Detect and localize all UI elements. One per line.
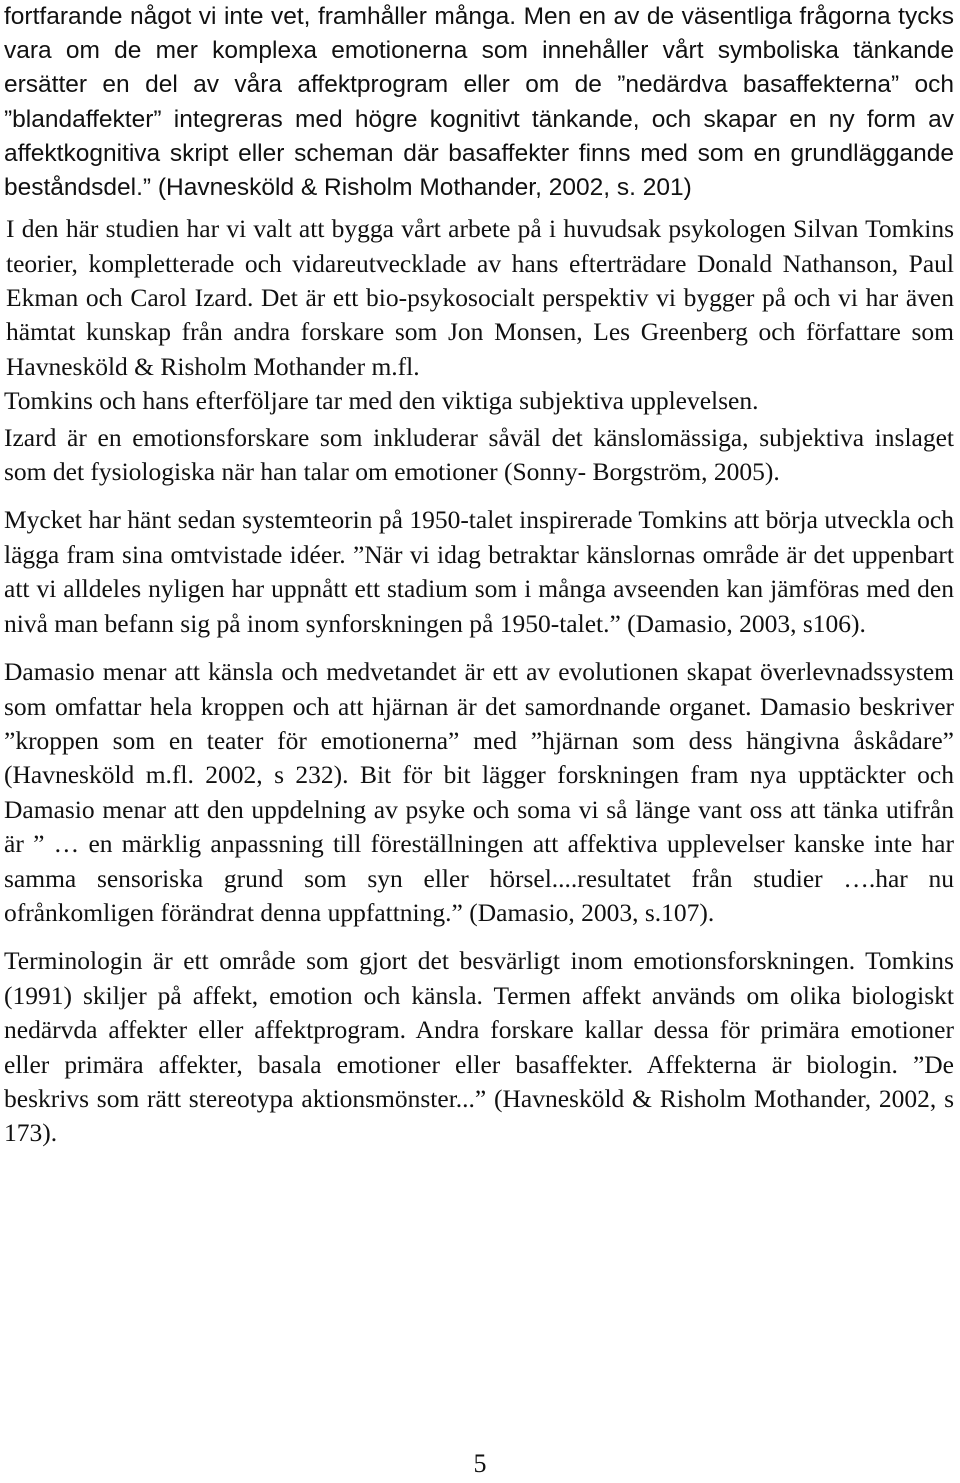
paragraph-izard: Izard är en emotionsforskare som inkluderar såväl det känslomässiga, subjektiva inslaget som det fysiologiska när han talar om emotioner (Sonny- Borgström, 2005). bbox=[4, 422, 954, 487]
block-quote: fortfarande något vi inte vet, framhåller många. Men en av de väsentliga frågorna tycks vara om de mer komplexa emotionerna som innehåller vårt symboliska tänkande ersätter en del av våra affektprogram eller om de ”nedärdva basaffekterna” och ”blandaffekter” integreras med högre kognitivt tänkande, och skapar en ny form av affektkognitiva skript eller scheman där basaffekter finns med som en grundläggande beståndsdel.” (Havnesköld & Risholm Mothander, 2002, s. 201) bbox=[4, 3, 954, 202]
paragraph-subjective-experience: Tomkins och hans efterföljare tar med den viktiga subjektiva upplevelsen. bbox=[4, 386, 759, 416]
page-number: 5 bbox=[473, 1449, 487, 1478]
paragraph-damasio: Damasio menar att känsla och medvetandet är ett av evolutionen skapat överlevnadssystem som omfattar hela kroppen och att hjärnan är det samordnande organet. Damasio beskriver ”kroppen som en teater för emotionerna” med ”hjärnan som dess hängivna åskådare” (Havnesköld m.fl. 2002, s 232). Bit för bit lägger forskningen fram nya upptäckter och Damasio menar att den uppdelning av psyke och soma vi så länge vant oss att tänka utifrån är ” … en märklig anpassning till föreställningen att affektiva upplevelser kanske inte har samma sensoriska grund som syn eller hörsel....resultatet från studier ….har nu ofrånkomligen förändrat denna uppfattning.” (Damasio, 2003, s.107). bbox=[4, 657, 954, 927]
paragraph-terminology: Terminologin är ett område som gjort det besvärligt inom emotionsforskningen. Tomkins (1991) skiljer på affekt, emotion och känsla. Termen affekt används om olika biologiskt nedärvda affekter eller affektprogram. Andra forskare kallar dessa för primära emotioner eller primära affekter, basala emotioner eller basaffekter. Affekterna är biologin. ”De beskrivs som rätt stereotypa aktionsmönster...” (Havnesköld & Risholm Mothander, 2002, s 173). bbox=[4, 946, 954, 1148]
paragraph-theory-basis: I den här studien har vi valt att bygga vårt arbete på i huvudsak psykologen Silvan Tomkins teorier, kompletterade och vidareutvecklade av hans efterträdare Donald Nathanson, Paul Ekman och Carol Izard. Det är ett bio-psykosocialt perspektiv vi bygger på och vi har även hämtat kunskap från andra forskare som Jon Monsen, Les Greenberg och författare som Havnesköld & Risholm Mothander m.fl. bbox=[6, 214, 954, 381]
paragraph-systems-theory: Mycket har hänt sedan systemteorin på 1950-talet inspirerade Tomkins att börja utveckla och lägga fram sina omtvistade idéer. ”När vi idag betraktar känslornas område är det uppenbart att vi alldeles nyligen har uppnått ett stadium som i många avseenden kan jämföras med den nivå man befann sig på inom synforskningen på 1950-talet.” (Damasio, 2003, s106). bbox=[4, 505, 954, 638]
document-page bbox=[4, 0, 954, 1151]
